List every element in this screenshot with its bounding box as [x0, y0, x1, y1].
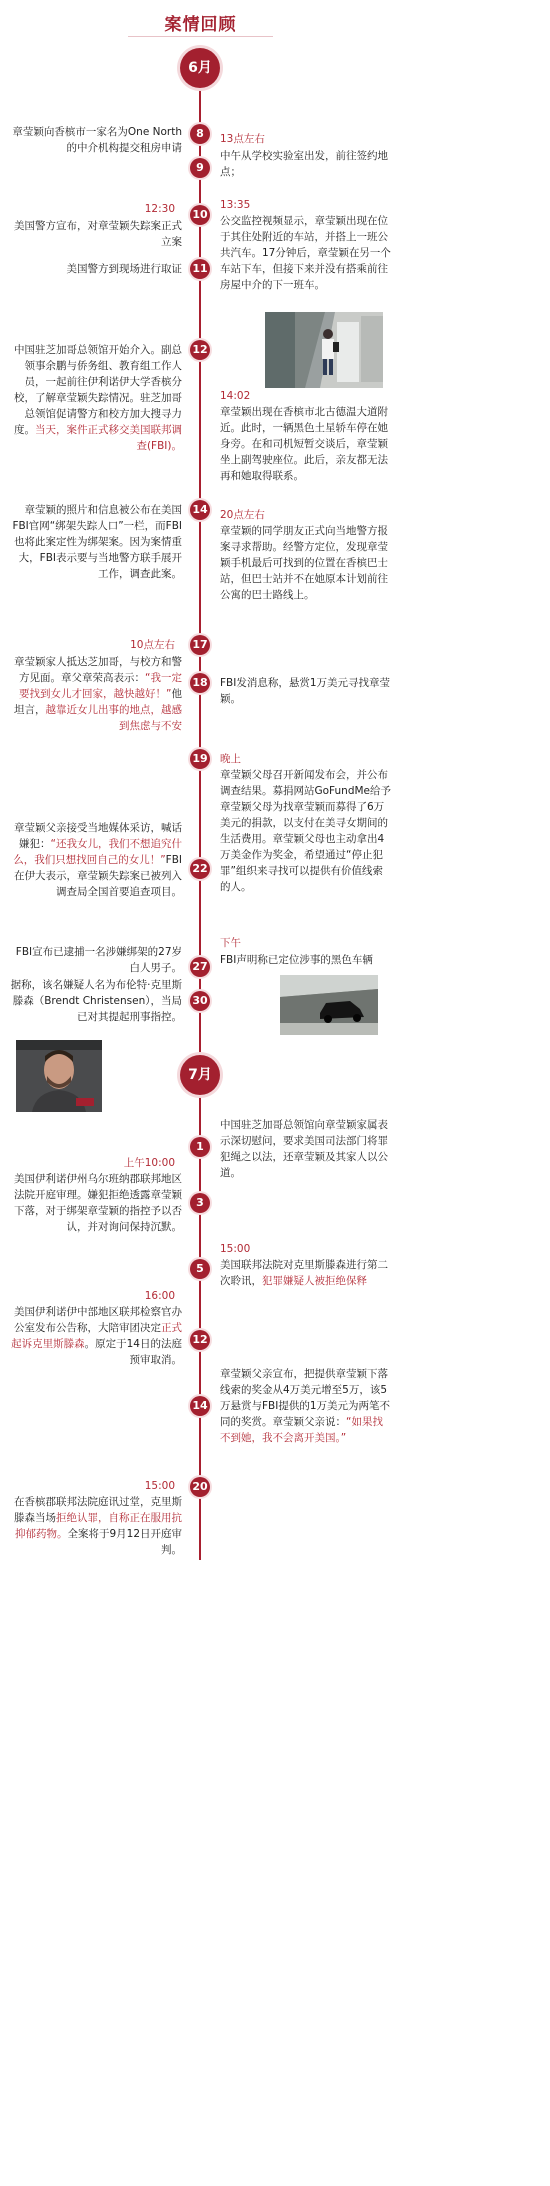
- event-jun-18-right: FBI发消息称，悬赏1万美元寻找章莹颖。: [220, 677, 391, 705]
- event-jul-3-time: 上午10:00: [123, 1157, 175, 1169]
- month-badge-june: 6月: [180, 48, 220, 88]
- day-badge-jun-12: 12: [190, 340, 210, 360]
- event-jun-17-left-text2: 他坦言，: [14, 688, 182, 716]
- event-jul-14-right-red: “如果找不到她，我不会离开美国。”: [220, 1416, 383, 1444]
- event-jul-20-time: 15:00: [144, 1480, 175, 1492]
- day-badge-jun-27: 27: [190, 957, 210, 977]
- day-badge-jun-30: 30: [190, 991, 210, 1011]
- day-badge-jul-20: 20: [190, 1477, 210, 1497]
- event-jun-12-left-text: 中国驻芝加哥总领馆开始介入。副总领事余鹏与侨务组、教育组工作人员，一起前往伊利诺伊大学香槟分校，了解章莹颖失踪情况。驻芝加哥总领馆促请警方和校方加大搜寻力度。: [14, 344, 182, 436]
- event-jun-14-time-right: 20点左右: [220, 509, 265, 521]
- event-jul-14-right-text: 章莹颖父亲宣布，把提供章莹颖下落线索的奖金从4万美元增至5万，该5万悬赏与FBI提供的1万美元为两笔不同的奖赏。章莹颖父亲说：: [220, 1368, 391, 1428]
- event-jun-12-time-right: 14:02: [220, 390, 251, 402]
- event-jun-17-left-red: “我一定要找到女儿才回家，越快越好！”: [19, 672, 182, 700]
- event-jun-14-right: 章莹颖的同学朋友正式向当地警方报案寻求帮助。经警方定位，发现章莹颖手机最后可找到的位置在香槟巴士站，但巴士站并不在她原本计划前往公寓的巴士路线上。: [220, 525, 388, 601]
- event-jul-20-left-text: 在香槟郡联邦法院庭讯过堂，克里斯滕森当场: [14, 1496, 182, 1524]
- event-jun-17-left-text: 章莹颖家人抵达芝加哥，与校方和警方见面。章父章荣高表示：: [14, 656, 182, 684]
- event-jun-12-left-red: 当天，案件正式移交美国联邦调查(FBI)。: [35, 424, 182, 452]
- suspect-mugshot: [16, 1040, 102, 1112]
- day-badge-jun-19: 19: [190, 749, 210, 769]
- event-jun-10-time-left: 12:30: [144, 203, 175, 215]
- day-badge-jun-18: 18: [190, 673, 210, 693]
- day-badge-jul-3: 3: [190, 1193, 210, 1213]
- event-jun-10-time-right: 13:35: [220, 199, 251, 211]
- event-jun-12-right: 章莹颖出现在香槟市北古德温大道附近。此时，一辆黑色土星轿车停在她身旁。在和司机短暂交谈后，章莹颖坐上副驾驶座位。此后，亲友都无法再和她取得联系。: [220, 406, 388, 482]
- event-jun-22-left-text: 章莹颖父亲接受当地媒体采访，喊话嫌犯：: [14, 822, 182, 850]
- event-jun-10-left: 美国警方宣布，对章莹颖失踪案正式立案: [14, 220, 182, 248]
- event-jul-20-left-text2: 全案将于9月12日开庭审判。: [67, 1528, 182, 1556]
- event-jun-12-left: [10, 342, 182, 454]
- day-badge-jun-17: 17: [190, 635, 210, 655]
- day-badge-jun-22: 22: [190, 859, 210, 879]
- event-jul-12-left: [10, 1304, 182, 1368]
- event-jul-20-left: [10, 1494, 182, 1558]
- event-jun-17-time-left: 10点左右: [130, 639, 175, 651]
- event-jun-11-left: 美国警方到现场进行取证: [66, 263, 182, 275]
- event-jun-19-time: 晚上: [220, 753, 241, 765]
- event-jul-5-right-text: 美国联邦法院对克里斯滕森进行第二次聆讯，: [220, 1259, 388, 1287]
- event-jul-1-right: 中国驻芝加哥总领馆向章莹颖家属表示深切慰问，要求美国司法部门将罪犯绳之以法，还章莹颖及其家人以公道。: [220, 1119, 388, 1179]
- day-badge-jul-12: 12: [190, 1330, 210, 1350]
- event-jun-9-right: 中午从学校实验室出发，前往签约地点；: [220, 150, 388, 178]
- event-jul-3-left: 美国伊利诺伊州乌尔班纳郡联邦地区法院开庭审理。嫌犯拒绝透露章莹颖下落，对于绑架章莹颖的指控予以否认，并对询问保持沉默。: [14, 1173, 182, 1233]
- event-jul-5-time: 15:00: [220, 1243, 251, 1255]
- event-jul-12-left-text: 美国伊利诺伊中部地区联邦检察官办公室发布公告称，大陪审团决定: [14, 1306, 182, 1334]
- day-badge-jun-9: 9: [190, 158, 210, 178]
- day-badge-jun-10: 10: [190, 205, 210, 225]
- month-badge-july: 7月: [180, 1055, 220, 1095]
- event-jun-10-right: 公交监控视频显示，章莹颖出现在位于其住处附近的车站，并搭上一班公共汽车。17分钟后，章莹颖在另一个车站下车，但接下来并没有搭乘前往房屋中介的下一班车。: [220, 215, 391, 291]
- event-jul-12-left-red: 正式起诉克里斯滕森: [11, 1322, 182, 1350]
- street-surveillance-photo: [265, 312, 383, 388]
- event-jun-19-right: 章莹颖父母召开新闻发布会，并公布调查结果。募捐网站GoFundMe给予章莹颖父母为找章莹颖而募得了6万美元的捐款，以支付在美寻女期间的生活费用。章莹颖父母也主动拿出4万美金作为奖金，希望通过“停止犯罪”组织来寻找可以提供有价值线索的人。: [220, 769, 392, 893]
- event-jun-27-right: FBI声明称已定位涉事的黑色车辆: [220, 954, 373, 966]
- event-jun-8-left: 章莹颖向香槟市一家名为One North的中介机构提交租房申请: [12, 126, 182, 154]
- event-jul-5-right-red: 犯罪嫌疑人被拒绝保释: [262, 1275, 367, 1287]
- event-jul-14-right: [220, 1366, 392, 1446]
- day-badge-jul-5: 5: [190, 1259, 210, 1279]
- event-jun-30-left: 据称，该名嫌疑人名为布伦特·克里斯滕森（Brendt Christensen），当局已对其提起刑事指控。: [10, 979, 182, 1023]
- event-jun-17-left-red2: 越靠近女儿出事的地点，越感到焦虑与不安: [45, 704, 182, 732]
- event-jun-22-left: [10, 820, 182, 900]
- event-jun-27-left: FBI宣布已逮捕一名涉嫌绑架的27岁白人男子。: [15, 946, 182, 974]
- day-badge-jul-1: 1: [190, 1137, 210, 1157]
- page-title: 案情回顾: [164, 15, 237, 35]
- day-badge-jun-8: 8: [190, 124, 210, 144]
- event-jun-17-left: [10, 654, 182, 734]
- event-jul-12-left-text2: 。原定于14日的法庭预审取消。: [84, 1338, 182, 1366]
- event-jun-22-left-text2: FBI在伊大表示，章莹颖失踪案已被列入调查局全国首要追查项目。: [14, 854, 182, 898]
- event-jul-12-time: 16:00: [144, 1290, 175, 1302]
- black-car-photo: [280, 975, 378, 1035]
- day-badge-jun-11: 11: [190, 259, 210, 279]
- day-badge-jul-14: 14: [190, 1396, 210, 1416]
- title-divider: [128, 36, 273, 37]
- day-badge-jun-14: 14: [190, 500, 210, 520]
- event-jun-9-time: 13点左右: [220, 133, 265, 145]
- event-jun-27-time: 下午: [220, 937, 241, 949]
- event-jun-22-left-red: “还我女儿，我们不想追究什么，我们只想找回自己的女儿！”: [13, 838, 182, 866]
- event-jul-20-left-red: 拒绝认罪，自称正在服用抗抑郁药物。: [14, 1512, 182, 1540]
- event-jun-14-left: 章莹颖的照片和信息被公布在美国FBI官网“绑架失踪人口”一栏，而FBI也将此案定性为绑架案。因为案情重大，FBI表示要与当地警方联手展开工作，调查此案。: [12, 504, 182, 580]
- event-jul-5-right: [220, 1257, 392, 1289]
